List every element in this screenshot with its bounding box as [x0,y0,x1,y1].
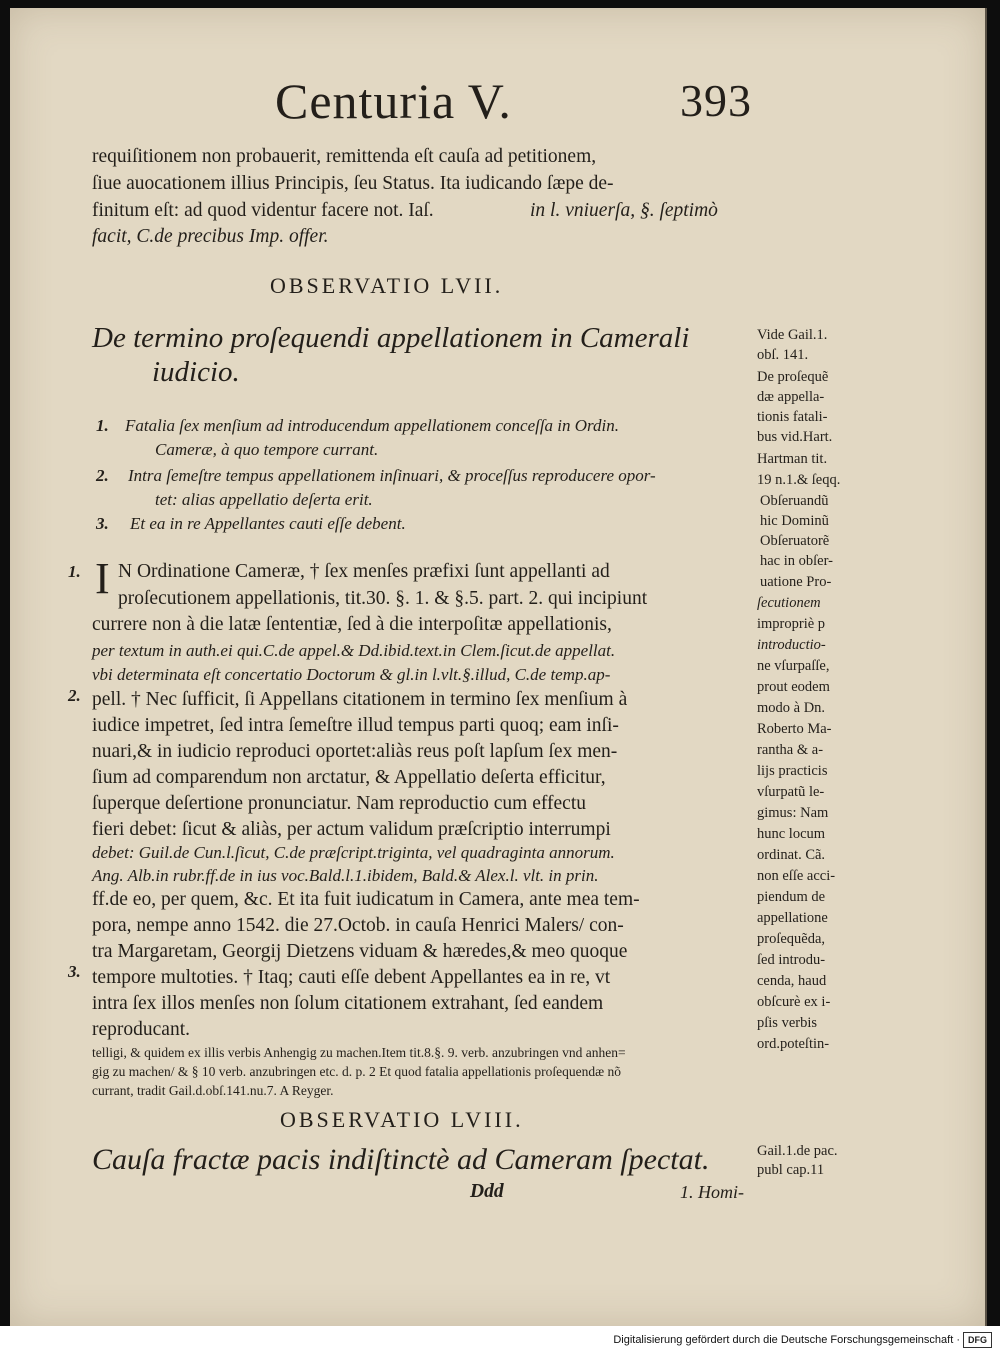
margin-note: ſed introdu- [757,952,826,968]
intro-line: requiſitionem non probauerit, remittenda eſt cauſa ad petitionem, [92,146,597,167]
body-line: proſecutionem appellationis, tit.30. §. 1. & §.5. part. 2. qui incipiunt [118,588,648,609]
margin-note: impropriè p [757,616,826,632]
margin-note: ſecutionem [757,595,821,611]
margin-note: ord.poteſtin- [757,1036,830,1052]
observation-title: Cauſa fractæ pacis indiſtinctè ad Cameram ſpectat. [92,1143,710,1176]
catchword: 1. Homi- [680,1182,744,1202]
observation-heading: OBSERVATIO LVIII. [280,1107,524,1132]
margin-note: proſequẽda, [757,931,826,947]
body-line: pell. † Nec ſufficit, ſi Appellans citationem in termino ſex menſium à [92,689,628,710]
body-line: currere non à die latæ ſententiæ, ſed à die interpoſitæ appellationis, [92,614,612,635]
dfg-logo: DFG [963,1332,992,1348]
intro-line: facit, C.de precibus Imp. offer. [92,226,329,247]
margin-note: introductio- [757,637,826,653]
intro-line-italic: in l. vniuerſa, §. ſeptimò [530,200,718,221]
margin-note: prout eodem [757,679,830,695]
body-line: ſuperque deſertione pronunciatur. Nam reproductio cum effectu [92,793,586,814]
margin-note: rantha & a- [757,742,824,758]
margin-note: De proſequẽ [757,369,829,385]
margin-note: uatione Pro- [760,574,832,590]
summary-line: Fatalia ſex menſium ad introducendum appellationem conceſſa in Ordin. [125,416,620,435]
margin-note: ne vſurpaſſe, [757,658,830,674]
note-line: gig zu machen/ & § 10 verb. anzubringen etc. d. p. 2 Et quod fatalia appellationis proſequendæ nõ [92,1064,621,1079]
body-line: vbi determinata eſt concertatio Doctorum & gl.in l.vlt.§.illud, C.de temp.ap- [92,665,611,684]
margin-note: modo à Dn. [757,700,826,716]
body-line: per textum in auth.ei qui.C.de appel.& Dd.ibid.text.in Clem.ſicut.de appellat. [92,641,616,660]
body-line: pora, nempe anno 1542. die 27.Octob. in cauſa Henrici Malers/ con- [92,915,624,936]
body-line: Ang. Alb.in rubr.ff.de in ius voc.Bald.l.1.ibidem, Bald.& Alex.l. vlt. in prin. [92,866,599,885]
margin-note: cenda, haud [757,973,827,989]
margin-note: obſ. 141. [757,347,809,363]
body-line: ff.de eo, per quem, &c. Et ita fuit iudicatum in Camera, ante mea tem- [92,889,640,910]
summary-line: Intra ſemeſtre tempus appellationem inſinuari, & proceſſus reproducere opor- [128,466,656,485]
observation-title: De termino proſequendi appellationem in Camerali [92,322,690,354]
body-line: nuari,& in iudicio reproduci oportet:aliàs reus poſt lapſum ſex men- [92,741,618,762]
margin-note: non eſſe acci- [757,868,836,884]
margin-note: hunc locum [757,826,826,842]
margin-marker: 2. [68,686,81,705]
margin-note: dæ appella- [757,389,825,405]
drop-capital: I [95,554,110,603]
running-title: Centuria V. [275,73,512,129]
margin-note: vſurpatũ le- [757,784,825,800]
margin-note: bus vid.Hart. [757,429,833,445]
margin-note: 19 n.1.& ſeqq. [757,472,841,488]
margin-note: gimus: Nam [757,805,829,821]
summary-line: Et ea in re Appellantes cauti eſſe debent. [130,514,406,533]
margin-note: obſcurè ex i- [757,994,831,1010]
body-line: reproducant. [92,1019,190,1040]
margin-note: appellatione [757,910,828,926]
margin-note: Obſeruatorẽ [760,533,830,549]
body-line: intra ſex illos menſes non ſolum citationem extrahant, ſed eandem [92,993,604,1014]
margin-note: Hartman tit. [757,451,828,467]
digitization-credit: Digitalisierung gefördert durch die Deutsche Forschungsgemeinschaft · [613,1334,960,1346]
body-line: iudice impetret, ſed intra ſemeſtre illud tempus parti quoq; eam inſi- [92,715,619,736]
note-line: currant, tradit Gail.d.obſ.141.nu.7. A Reyger. [92,1083,334,1098]
body-line: tra Margaretam, Georgij Dietzens viduam & hæredes,& meo quoque [92,941,628,962]
body-line: debet: Guil.de Cun.l.ſicut, C.de præſcript.triginta, vel quadraginta annorum. [92,843,615,862]
margin-note: hac in obſer- [760,553,833,569]
intro-line: ſiue auocationem illius Principis, ſeu Status. Ita iudicando ſæpe de- [92,173,614,194]
body-line: N Ordinatione Cameræ, † ſex menſes præfixi ſunt appellanti ad [118,561,610,582]
summary-number: 1. [96,416,109,435]
margin-marker: 3. [68,962,81,981]
margin-note: pſis verbis [757,1015,818,1031]
signature-mark: Ddd [470,1181,504,1202]
margin-note: tionis fatali- [757,409,828,425]
page-number: 393 [680,75,752,126]
observation-heading: OBSERVATIO LVII. [270,273,504,298]
margin-note: publ cap.11 [757,1162,825,1178]
margin-note: Gail.1.de pac. [757,1143,838,1159]
summary-line: Cameræ, à quo tempore currant. [155,440,379,459]
summary-number: 2. [96,466,109,485]
intro-line: finitum eſt: ad quod videntur facere not. Iaſ. [92,200,434,221]
observation-title: iudicio. [152,356,240,388]
margin-note: ordinat. Cã. [757,847,826,863]
body-line: fieri debet: ſicut & aliàs, per actum validum præſcriptio interrumpi [92,819,611,840]
note-line: telligi, & quidem ex illis verbis Anhengig zu machen.Item tit.8.§. 9. verb. anzubringen vnd anhen= [92,1045,626,1060]
margin-note: Obſeruandũ [760,493,829,509]
margin-note: Vide Gail.1. [757,327,828,343]
summary-line: tet: alias appellatio deſerta erit. [155,490,373,509]
body-line: ſium ad comparendum non arctatur, & Appellatio deſerta efficitur, [92,767,606,788]
margin-note: Roberto Ma- [757,721,832,737]
body-line: tempore multoties. † Itaq; cauti eſſe debent Appellantes ea in re, vt [92,967,611,988]
margin-note: piendum de [757,889,826,905]
margin-note: hic Dominũ [760,513,829,529]
summary-number: 3. [96,514,109,533]
margin-marker: 1. [68,562,81,581]
margin-note: lijs practicis [757,763,828,779]
